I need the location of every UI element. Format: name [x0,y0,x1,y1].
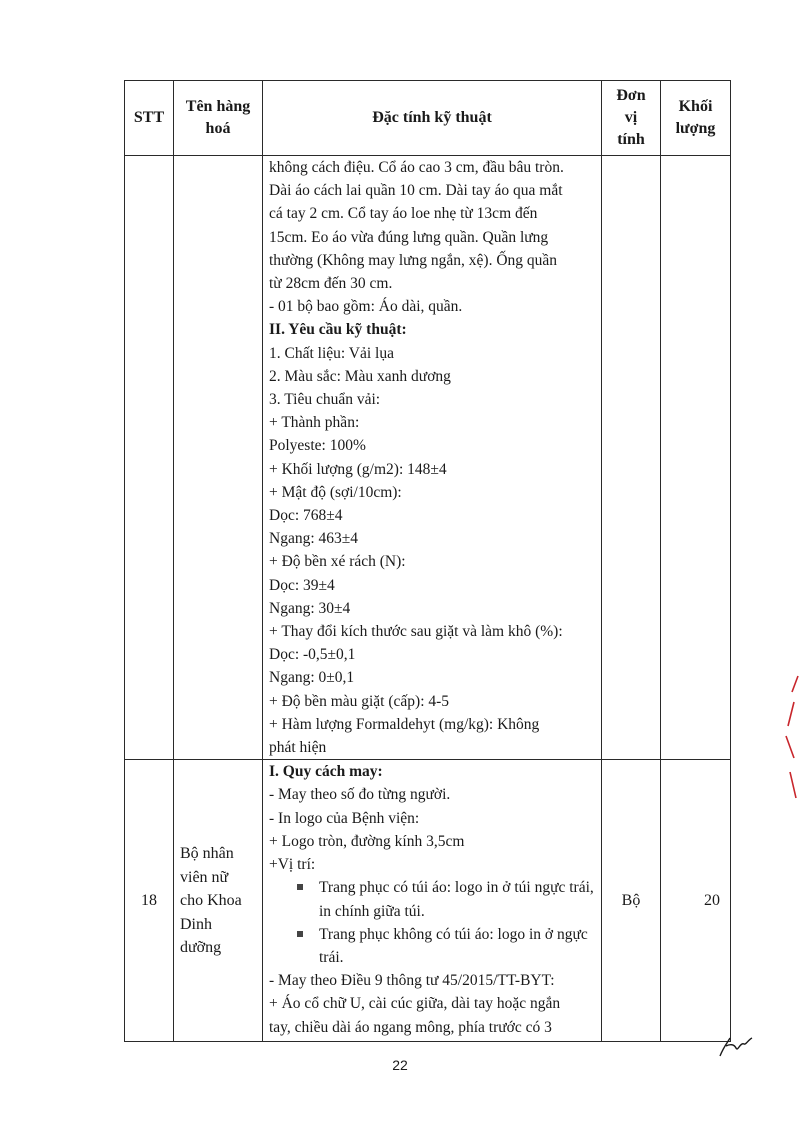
requirement-line: 1. Chất liệu: Vải lụa [269,344,394,362]
requirement-line: phát hiện [269,739,327,757]
spec-line: - May theo Điều 9 thông tư 45/2015/TT-BYT: [269,972,555,990]
section-title: I. Quy cách may: [269,763,383,781]
spec-line: - May theo số đo từng người. [269,786,451,804]
requirement-line: Ngang: 0±0,1 [269,669,355,687]
header-khoi-luong: Khối lượng [661,81,731,156]
spec-line: + Áo cổ chữ U, cài cúc giữa, dài tay hoặc ngắn [269,995,561,1013]
spec-line: cá tay 2 cm. Cổ tay áo loe nhẹ từ 13cm đến [269,205,538,223]
square-bullet-icon [297,884,303,890]
section-title: II. Yêu cầu kỹ thuật: [269,321,407,339]
requirement-line: + Mật độ (sợi/10cm): [269,483,402,501]
row18-name: Bộ nhân viên nữ cho Khoa Dinh dưỡng [174,760,263,1042]
requirement-line: Ngang: 30±4 [269,599,351,617]
requirement-line: + Khối lượng (g/m2): 148±4 [269,460,447,478]
spec-line: từ 28cm đến 30 cm. [269,275,393,293]
spec-line: - 01 bộ bao gồm: Áo dài, quần. [269,298,463,316]
row18-stt: 18 [125,760,174,1042]
header-row [125,81,731,156]
continued-qty-cell [661,156,731,760]
red-stamp-mark [782,672,800,802]
requirement-line: Dọc: 768±4 [269,507,343,525]
requirement-line: + Độ bền xé rách (N): [269,553,406,571]
spec-line: +Vị trí: [269,856,316,874]
continued-name-cell [174,156,263,760]
requirement-line: Polyeste: 100% [269,437,366,455]
spec-line: tay, chiều dài áo ngang mông, phía trước có 3 [269,1018,552,1036]
header-don-vi: Đơn vị tính [602,81,661,156]
requirement-line: + Độ bền màu giặt (cấp): 4-5 [269,692,450,710]
requirement-line: 2. Màu sắc: Màu xanh dương [269,367,451,385]
signature-mark [716,1032,756,1062]
page-number: 22 [392,1057,408,1073]
spec-table [124,80,731,1042]
list-item: Trang phục không có túi áo: logo in ở ngực trái. [269,923,601,969]
continued-row [125,156,731,760]
requirement-line: + Thay đổi kích thước sau giặt và làm khô (%): [269,623,563,641]
list-item: Trang phục có túi áo: logo in ở túi ngực trái, in chính giữa túi. [269,876,601,922]
spec-line: không cách điệu. Cổ áo cao 3 cm, đầu bâu tròn. [269,159,564,176]
requirement-line: Dọc: -0,5±0,1 [269,646,356,664]
row18-unit: Bộ [602,760,661,1042]
spec-line: 15cm. Eo áo vừa đúng lưng quần. Quần lưng [269,228,549,246]
spec-line: thường (Không may lưng ngắn, xệ). Ống quần [269,251,558,269]
requirement-line: Dọc: 39±4 [269,576,335,594]
logo-position-list [269,876,601,969]
square-bullet-icon [297,931,303,937]
row18-spec-cell [263,760,602,1042]
header-stt: STT [125,81,174,156]
requirement-line: Ngang: 463±4 [269,530,359,548]
continued-spec-cell [263,156,602,760]
spec-line: - In logo của Bệnh viện: [269,809,420,827]
header-ten-hang-hoa: Tên hàng hoá [174,81,263,156]
continued-stt-cell [125,156,174,760]
continued-unit-cell [602,156,661,760]
table-row-18 [125,760,731,1042]
requirement-line: + Hàm lượng Formaldehyt (mg/kg): Không [269,715,540,733]
row18-quantity: 20 [661,760,731,1042]
spec-line: Dài áo cách lai quần 10 cm. Dài tay áo qua mắt [269,182,563,200]
requirement-line: 3. Tiêu chuẩn vải: [269,391,381,409]
spec-line: + Logo tròn, đường kính 3,5cm [269,832,465,850]
requirement-line: + Thành phần: [269,414,360,432]
header-dac-tinh: Đặc tính kỹ thuật [263,81,602,156]
